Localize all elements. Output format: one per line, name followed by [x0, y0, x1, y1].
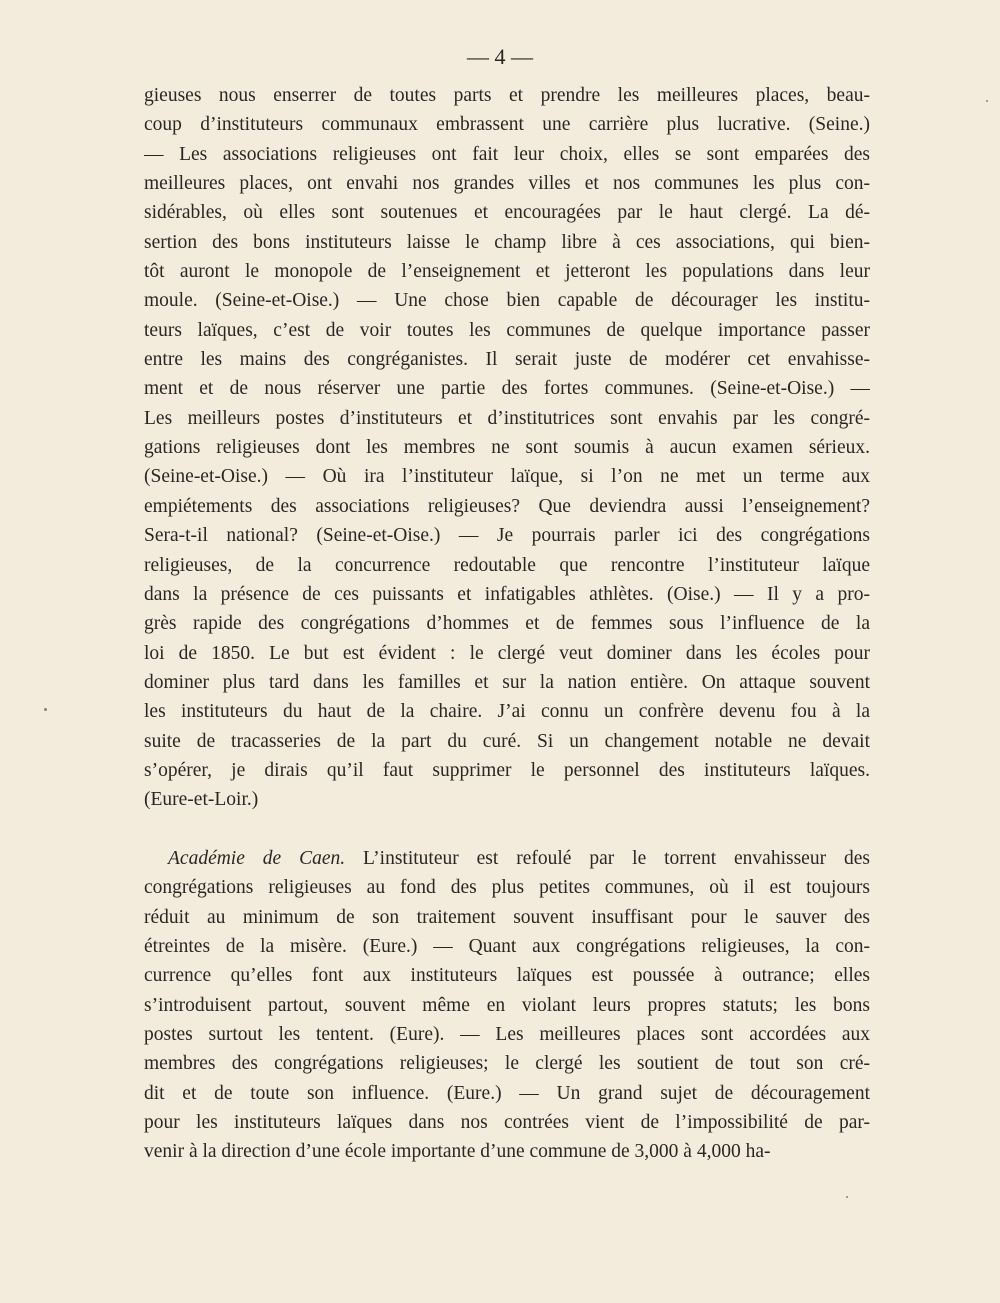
- text-line: loi de 1850. Le but est évident : le clergé veut dominer dans les écoles pour: [144, 642, 870, 664]
- text-line: venir à la direction d’une école importante d’une commune de 3,000 à 4,000 ha-: [144, 1141, 771, 1163]
- paper-speck: [44, 708, 47, 711]
- text-line: empiétements des associations religieuses? Que deviendra aussi l’enseignement?: [144, 495, 870, 517]
- paragraph-2: [144, 844, 870, 1167]
- paper-speck: [846, 1196, 848, 1198]
- text-line: postes surtout les tentent. (Eure). — Les meilleures places sont accordées aux: [144, 1024, 870, 1046]
- text-line: teurs laïques, c’est de voir toutes les communes de quelque importance passer: [144, 319, 870, 341]
- text-line: meilleures places, ont envahi nos grandes villes et nos communes les plus con-: [144, 173, 870, 195]
- text-line: religieuses, de la concurrence redoutable que rencontre l’instituteur laïque: [144, 554, 870, 576]
- text-line: s’opérer, je dirais qu’il faut supprimer le personnel des instituteurs laïques.: [144, 759, 870, 781]
- text-line: currence qu’elles font aux instituteurs laïques est poussée à outrance; elles: [144, 965, 870, 987]
- text-line: réduit au minimum de son traitement souvent insuffisant pour le sauver des: [144, 906, 870, 928]
- text-line: tôt auront le monopole de l’enseignement et jetteront les populations dans leur: [144, 261, 870, 283]
- page-number: — 4 —: [467, 44, 533, 69]
- text-line: dans la présence de ces puissants et infatigables athlètes. (Oise.) — Il y a pro-: [144, 583, 870, 605]
- text-line: moule. (Seine-et-Oise.) — Une chose bien capable de décourager les institu-: [144, 290, 870, 312]
- text-line: — Les associations religieuses ont fait leur choix, elles se sont emparées des: [144, 143, 870, 165]
- text-line: s’introduisent partout, souvent même en violant leurs propres statuts; les bons: [144, 994, 870, 1016]
- paragraph-2-first-line-text: L’instituteur est refoulé par le torrent envahisseur des: [345, 848, 870, 869]
- text-line: pour les instituteurs laïques dans nos contrées vient de l’impossibilité de par-: [144, 1112, 870, 1134]
- paragraph-1: [144, 81, 870, 815]
- paragraph-2-first-line: [144, 844, 870, 873]
- section-heading: Académie de Caen.: [168, 848, 346, 869]
- text-line: ment et de nous réserver une partie des fortes communes. (Seine-et-Oise.) —: [144, 378, 870, 400]
- text-line: entre les mains des congréganistes. Il serait juste de modérer cet envahisse-: [144, 349, 870, 371]
- text-line: coup d’instituteurs communaux embrassent une carrière plus lucrative. (Seine.): [144, 114, 870, 136]
- text-line: suite de tracasseries de la part du curé. Si un changement notable ne devait: [144, 730, 870, 752]
- text-line: grès rapide des congrégations d’hommes et de femmes sous l’influence de la: [144, 613, 870, 635]
- text-line: sidérables, où elles sont soutenues et encouragées par le haut clergé. La dé-: [144, 202, 870, 224]
- text-line: Sera-t-il national? (Seine-et-Oise.) — Je pourrais parler ici des congrégations: [144, 525, 870, 547]
- text-line: les instituteurs du haut de la chaire. J’ai connu un confrère devenu fou à la: [144, 701, 870, 723]
- text-line: (Seine-et-Oise.) — Où ira l’instituteur laïque, si l’on ne met un terme aux: [144, 466, 870, 488]
- text-line: étreintes de la misère. (Eure.) — Quant aux congrégations religieuses, la con-: [144, 936, 870, 958]
- paper-speck: [986, 100, 988, 102]
- text-line: membres des congrégations religieuses; le clergé les soutient de tout son cré-: [144, 1053, 870, 1075]
- text-line: congrégations religieuses au fond des plus petites communes, où il est toujours: [144, 877, 870, 899]
- text-line: (Eure-et-Loir.): [144, 789, 259, 811]
- text-line: gations religieuses dont les membres ne sont soumis à aucun examen sérieux.: [144, 437, 870, 459]
- text-line: sertion des bons instituteurs laisse le champ libre à ces associations, qui bien-: [144, 231, 870, 253]
- text-line: dominer plus tard dans les familles et sur la nation entière. On attaque souvent: [144, 671, 870, 693]
- text-line: gieuses nous enserrer de toutes parts et prendre les meilleures places, beau-: [144, 85, 870, 106]
- text-line: dit et de toute son influence. (Eure.) — Un grand sujet de découragement: [144, 1082, 870, 1104]
- text-line: Les meilleurs postes d’instituteurs et d’institutrices sont envahis par les congré-: [144, 407, 870, 429]
